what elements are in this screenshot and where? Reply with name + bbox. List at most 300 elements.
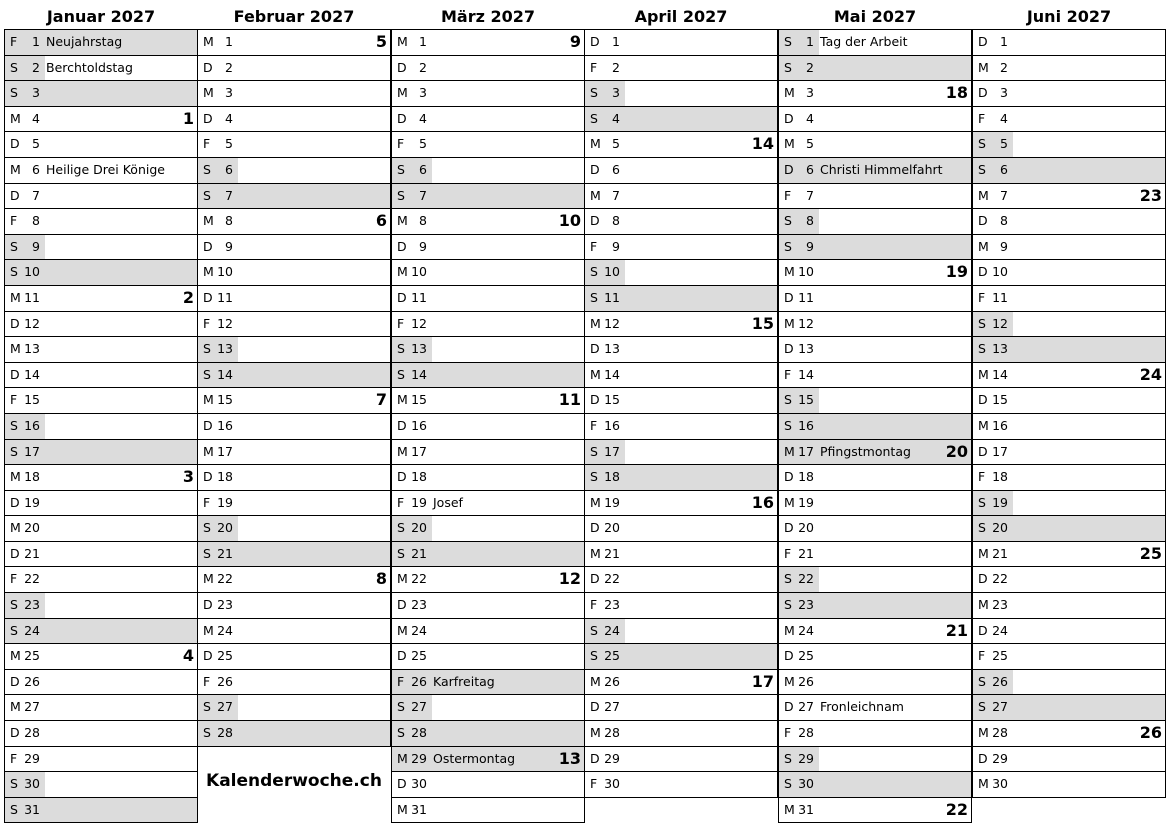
week-number: 16 (751, 492, 774, 512)
weekday-letter: M (590, 494, 601, 510)
day-row (392, 542, 584, 568)
day-row (392, 56, 584, 82)
day-number: 8 (419, 213, 427, 229)
day-number: 6 (32, 161, 40, 177)
day-row (392, 337, 584, 363)
weekday-letter: S (10, 776, 18, 792)
week-number: 13 (558, 748, 581, 768)
day-number: 16 (24, 417, 40, 433)
weekday-letter: M (978, 597, 989, 613)
weekday-letter: S (10, 801, 18, 817)
day-number: 9 (612, 238, 620, 254)
day-row (973, 747, 1165, 773)
weekday-letter: M (784, 622, 795, 638)
day-number: 4 (419, 110, 427, 126)
day-number: 1 (1000, 34, 1008, 49)
day-row (973, 491, 1165, 517)
day-row (779, 670, 971, 696)
day-number: 8 (225, 213, 233, 229)
weekday-letter: M (203, 264, 214, 280)
day-row (585, 107, 777, 133)
day-row (973, 81, 1165, 107)
weekday-letter: M (10, 110, 21, 126)
weekday-letter: M (590, 315, 601, 331)
day-row (198, 593, 390, 619)
day-row (198, 81, 390, 107)
day-row (779, 30, 971, 56)
day-row (5, 491, 197, 517)
weekday-letter: D (10, 315, 20, 331)
day-number: 26 (217, 673, 233, 689)
month-title: Januar 2027 (46, 7, 156, 26)
day-number: 16 (411, 417, 427, 433)
day-number: 10 (217, 264, 233, 280)
day-number: 27 (411, 699, 427, 715)
day-number: 9 (225, 238, 233, 254)
weekday-letter: D (203, 59, 213, 75)
day-row (198, 440, 390, 466)
week-number: 5 (375, 32, 387, 51)
day-row (5, 235, 197, 261)
weekday-letter: D (978, 264, 988, 280)
day-number: 4 (32, 110, 40, 126)
week-number: 24 (1139, 364, 1162, 384)
day-number: 18 (992, 469, 1008, 485)
day-row (779, 388, 971, 414)
weekday-letter: M (590, 136, 601, 152)
weekday-letter: M (397, 392, 408, 408)
day-number: 8 (32, 213, 40, 229)
day-row (779, 235, 971, 261)
day-row (585, 158, 777, 184)
day-row (392, 312, 584, 338)
holiday-name: Heilige Drei Könige (46, 161, 165, 177)
weekday-letter: D (590, 161, 600, 177)
weekday-letter: M (10, 341, 21, 357)
weekday-letter: S (203, 366, 211, 382)
day-number: 25 (604, 648, 620, 664)
day-number: 26 (798, 673, 814, 689)
weekday-letter: S (590, 622, 598, 638)
weekday-letter: D (978, 213, 988, 229)
day-number: 17 (992, 443, 1008, 459)
day-number: 6 (225, 161, 233, 177)
weekday-letter: S (784, 571, 792, 587)
day-row (5, 184, 197, 210)
weekday-letter: M (203, 85, 214, 101)
week-number: 19 (945, 262, 968, 282)
day-row (198, 209, 390, 235)
day-number: 24 (217, 622, 233, 638)
weekday-letter: S (590, 264, 598, 280)
day-row (392, 107, 584, 133)
day-row (198, 567, 390, 593)
day-number: 12 (992, 315, 1008, 331)
day-row (198, 337, 390, 363)
day-number: 23 (24, 597, 40, 613)
day-number: 18 (217, 469, 233, 485)
day-number: 19 (798, 494, 814, 510)
day-row (392, 158, 584, 184)
day-row (392, 747, 584, 773)
month-column (972, 0, 1166, 798)
week-number: 3 (182, 467, 194, 487)
day-row (585, 491, 777, 517)
weekday-letter: S (590, 469, 598, 485)
weekday-letter: F (203, 494, 211, 510)
day-row (392, 184, 584, 210)
day-number: 24 (411, 622, 427, 638)
day-number: 20 (24, 520, 40, 536)
day-number: 17 (24, 443, 40, 459)
day-number: 26 (24, 673, 40, 689)
day-row (198, 56, 390, 82)
day-row (779, 81, 971, 107)
holiday-name: Josef (433, 494, 463, 510)
day-row (198, 260, 390, 286)
day-number: 15 (604, 392, 620, 408)
day-row (198, 619, 390, 645)
day-row (5, 695, 197, 721)
day-number: 5 (419, 136, 427, 152)
day-row (198, 721, 390, 747)
weekday-letter: M (397, 34, 408, 49)
day-row (5, 721, 197, 747)
day-number: 18 (24, 469, 40, 485)
weekday-letter: M (203, 34, 214, 49)
weekday-letter: F (397, 673, 405, 689)
week-number: 7 (375, 390, 387, 410)
day-row (779, 184, 971, 210)
day-number: 11 (992, 289, 1008, 305)
day-number: 22 (604, 571, 620, 587)
weekday-letter: S (10, 59, 18, 75)
day-number: 13 (411, 341, 427, 357)
day-number: 26 (992, 673, 1008, 689)
weekday-letter: D (203, 417, 213, 433)
day-number: 2 (612, 59, 620, 75)
day-row (392, 695, 584, 721)
week-number: 20 (945, 441, 968, 461)
holiday-name: Ostermontag (433, 750, 516, 766)
day-row (392, 465, 584, 491)
day-row (198, 235, 390, 261)
weekday-letter: F (10, 392, 18, 408)
day-number: 28 (24, 725, 40, 741)
weekday-letter: F (590, 238, 598, 254)
day-number: 12 (604, 315, 620, 331)
day-row (585, 567, 777, 593)
weekday-letter: S (590, 110, 598, 126)
day-number: 27 (604, 699, 620, 715)
day-row (392, 81, 584, 107)
day-number: 4 (806, 110, 814, 126)
day-number: 17 (604, 443, 620, 459)
day-number: 1 (806, 34, 814, 49)
weekday-letter: S (397, 366, 405, 382)
week-number: 11 (558, 390, 581, 410)
day-number: 17 (411, 443, 427, 459)
weekday-letter: D (978, 392, 988, 408)
weekday-letter: S (397, 161, 405, 177)
weekday-letter: M (10, 520, 21, 536)
weekday-letter: M (978, 776, 989, 792)
day-row (779, 132, 971, 158)
weekday-letter: S (978, 520, 986, 536)
day-number: 18 (604, 469, 620, 485)
day-number: 12 (217, 315, 233, 331)
day-number: 20 (798, 520, 814, 536)
day-number: 21 (992, 545, 1008, 561)
weekday-letter: M (784, 264, 795, 280)
day-number: 13 (24, 341, 40, 357)
day-row (779, 260, 971, 286)
day-row (198, 363, 390, 389)
month-column (4, 0, 198, 823)
day-number: 28 (411, 725, 427, 741)
day-number: 13 (992, 341, 1008, 357)
month-title: März 2027 (440, 7, 536, 26)
weekday-letter: S (10, 597, 18, 613)
day-number: 29 (24, 750, 40, 766)
weekday-letter: D (590, 213, 600, 229)
weekday-letter: S (784, 417, 792, 433)
day-row (392, 798, 584, 824)
day-row (779, 772, 971, 798)
day-number: 30 (411, 776, 427, 792)
weekday-letter: D (397, 238, 407, 254)
weekday-letter: S (10, 443, 18, 459)
day-number: 25 (798, 648, 814, 664)
weekday-letter: M (203, 443, 214, 459)
day-row (973, 542, 1165, 568)
day-row (973, 30, 1165, 56)
day-number: 2 (806, 59, 814, 75)
day-number: 4 (612, 110, 620, 126)
day-number: 9 (806, 238, 814, 254)
day-number: 17 (798, 443, 814, 459)
weekday-letter: D (397, 289, 407, 305)
day-row (5, 644, 197, 670)
day-number: 5 (32, 136, 40, 152)
day-row (585, 619, 777, 645)
day-row (973, 363, 1165, 389)
day-number: 11 (24, 289, 40, 305)
day-row (198, 670, 390, 696)
day-row (5, 542, 197, 568)
weekday-letter: D (590, 392, 600, 408)
week-number: 9 (569, 32, 581, 51)
month-title: Mai 2027 (833, 7, 917, 26)
day-list (391, 29, 585, 823)
day-number: 21 (217, 545, 233, 561)
day-number: 19 (411, 494, 427, 510)
day-row (779, 209, 971, 235)
weekday-letter: M (978, 187, 989, 203)
weekday-letter: S (203, 161, 211, 177)
day-row (973, 619, 1165, 645)
day-number: 7 (225, 187, 233, 203)
day-number: 23 (217, 597, 233, 613)
day-row (5, 312, 197, 338)
weekday-letter: D (590, 699, 600, 715)
day-row (585, 516, 777, 542)
day-number: 20 (217, 520, 233, 536)
weekday-letter: F (590, 597, 598, 613)
day-number: 10 (992, 264, 1008, 280)
day-row (5, 414, 197, 440)
day-row (779, 56, 971, 82)
weekday-letter: S (784, 213, 792, 229)
day-row (198, 465, 390, 491)
weekday-letter: F (978, 289, 986, 305)
weekday-letter: S (10, 264, 18, 280)
weekday-letter: S (978, 494, 986, 510)
weekday-letter: D (590, 571, 600, 587)
week-number: 25 (1139, 543, 1162, 563)
month-column (778, 0, 972, 823)
holiday-name: Christi Himmelfahrt (820, 161, 943, 177)
weekday-letter: F (784, 187, 792, 203)
weekday-letter: F (784, 725, 792, 741)
day-row (5, 772, 197, 798)
day-row (5, 107, 197, 133)
weekday-letter: F (590, 776, 598, 792)
day-row (585, 593, 777, 619)
day-row (779, 567, 971, 593)
day-row (973, 593, 1165, 619)
day-number: 15 (798, 392, 814, 408)
weekday-letter: M (203, 571, 214, 587)
day-number: 7 (1000, 187, 1008, 203)
day-row (973, 644, 1165, 670)
weekday-letter: S (203, 187, 211, 203)
weekday-letter: M (203, 622, 214, 638)
day-list (4, 29, 198, 823)
day-number: 28 (604, 725, 620, 741)
day-row (5, 516, 197, 542)
day-row (585, 695, 777, 721)
weekday-letter: D (10, 545, 20, 561)
day-number: 2 (32, 59, 40, 75)
day-row (5, 363, 197, 389)
day-row (392, 670, 584, 696)
weekday-letter: D (203, 110, 213, 126)
day-row (585, 260, 777, 286)
weekday-letter: M (203, 392, 214, 408)
day-number: 14 (798, 366, 814, 382)
weekday-letter: D (10, 673, 20, 689)
day-row (5, 388, 197, 414)
weekday-letter: D (397, 469, 407, 485)
holiday-name: Berchtoldstag (46, 59, 133, 75)
day-list (584, 29, 778, 798)
weekday-letter: M (784, 673, 795, 689)
day-row (585, 388, 777, 414)
day-row (779, 644, 971, 670)
day-number: 14 (411, 366, 427, 382)
day-row (5, 593, 197, 619)
day-row (198, 695, 390, 721)
day-row (5, 465, 197, 491)
month-column (197, 0, 391, 747)
week-number: 21 (945, 620, 968, 640)
weekday-letter: D (590, 341, 600, 357)
day-row (973, 414, 1165, 440)
day-number: 17 (217, 443, 233, 459)
day-row (198, 312, 390, 338)
day-row (973, 567, 1165, 593)
week-number: 2 (182, 287, 194, 307)
day-number: 20 (604, 520, 620, 536)
day-number: 30 (604, 776, 620, 792)
weekday-letter: S (978, 315, 986, 331)
day-row (973, 286, 1165, 312)
week-number: 12 (558, 569, 581, 589)
week-number: 14 (751, 134, 774, 154)
day-number: 12 (24, 315, 40, 331)
day-number: 6 (1000, 161, 1008, 177)
day-number: 18 (411, 469, 427, 485)
weekday-letter: D (203, 238, 213, 254)
weekday-letter: M (397, 443, 408, 459)
day-row (392, 593, 584, 619)
weekday-letter: F (590, 59, 598, 75)
day-number: 21 (411, 545, 427, 561)
day-number: 31 (798, 801, 814, 817)
weekday-letter: S (784, 776, 792, 792)
weekday-letter: S (784, 34, 792, 49)
weekday-letter: D (203, 469, 213, 485)
weekday-letter: M (978, 366, 989, 382)
weekday-letter: D (784, 469, 794, 485)
day-number: 1 (225, 34, 233, 49)
weekday-letter: D (590, 34, 600, 49)
day-number: 13 (217, 341, 233, 357)
day-row (585, 81, 777, 107)
day-number: 27 (992, 699, 1008, 715)
day-row (585, 414, 777, 440)
day-number: 24 (992, 622, 1008, 638)
day-row (198, 158, 390, 184)
weekday-letter: M (978, 59, 989, 75)
day-number: 1 (32, 34, 40, 49)
day-row (779, 158, 971, 184)
day-number: 25 (24, 648, 40, 664)
holiday-name: Fronleichnam (820, 699, 904, 715)
day-number: 22 (992, 571, 1008, 587)
day-row (973, 209, 1165, 235)
day-number: 3 (419, 85, 427, 101)
weekday-letter: S (978, 136, 986, 152)
week-number: 26 (1139, 723, 1162, 743)
weekday-letter: M (784, 801, 795, 817)
weekday-letter: D (10, 187, 20, 203)
weekday-letter: F (784, 545, 792, 561)
day-row (585, 209, 777, 235)
weekday-letter: D (784, 289, 794, 305)
day-number: 29 (798, 750, 814, 766)
day-number: 27 (217, 699, 233, 715)
weekday-letter: F (590, 417, 598, 433)
day-row (392, 209, 584, 235)
day-number: 8 (1000, 213, 1008, 229)
weekday-letter: F (10, 34, 18, 49)
day-number: 21 (604, 545, 620, 561)
weekday-letter: S (397, 187, 405, 203)
day-number: 18 (798, 469, 814, 485)
day-row (198, 388, 390, 414)
